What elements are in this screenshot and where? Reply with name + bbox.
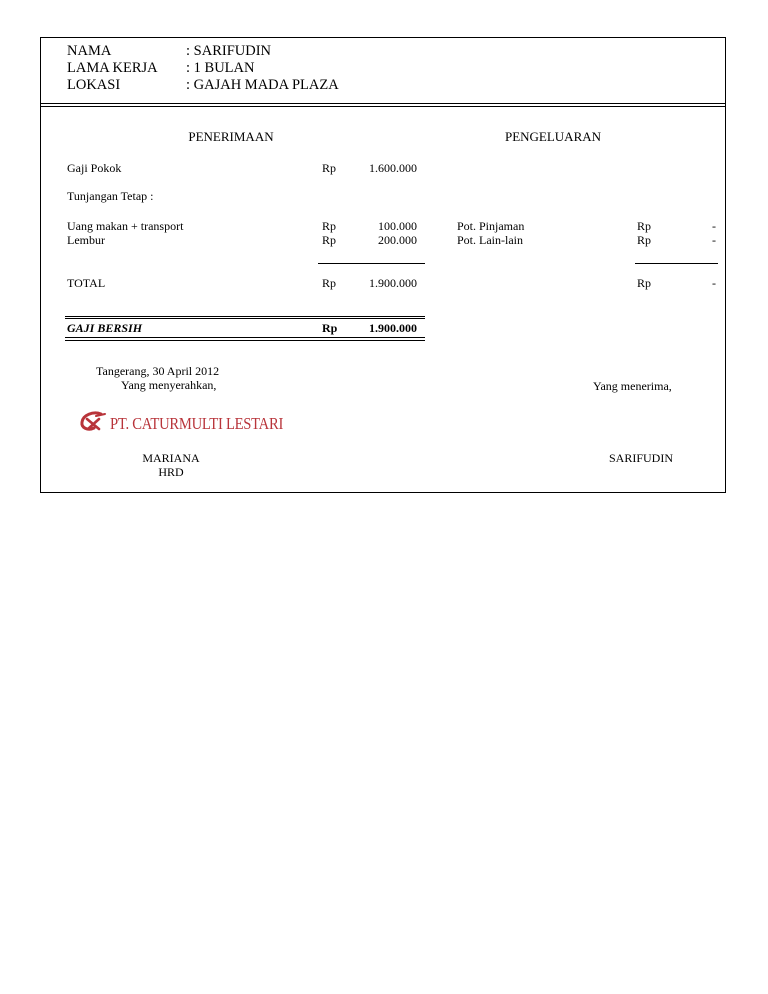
gaji-pokok-currency: Rp <box>322 161 337 175</box>
total-income-value: 1.900.000 <box>369 276 417 290</box>
giver-name: MARIANA <box>142 451 200 465</box>
net-line-bottom-2 <box>65 340 425 341</box>
lembur-currency: Rp <box>322 233 337 247</box>
nama-label: NAMA <box>67 43 112 59</box>
lokasi-label: LOKASI <box>67 77 121 93</box>
lama-kerja-value: : 1 BULAN <box>186 60 255 76</box>
giver-title: HRD <box>158 465 184 479</box>
net-line-top-1 <box>65 316 425 317</box>
company-logo-text: PT. CATURMULTI LESTARI <box>110 414 284 433</box>
tunjangan-label: Tunjangan Tetap : <box>67 189 154 203</box>
net-line-top-2 <box>65 318 425 319</box>
receiver-name: SARIFUDIN <box>608 451 673 465</box>
total-deduction-value: - <box>712 276 716 290</box>
pengeluaran-heading: PENGELUARAN <box>504 129 602 144</box>
lokasi-value: : GAJAH MADA PLAZA <box>186 77 339 93</box>
total-deduction-currency: Rp <box>637 276 652 290</box>
lembur-value: 200.000 <box>378 233 417 247</box>
company-logo-icon <box>79 410 107 439</box>
gaji-bersih-currency: Rp <box>322 321 338 335</box>
gaji-bersih-label: GAJI BERSIH <box>67 321 143 335</box>
header-divider-bottom <box>41 106 725 107</box>
nama-value: : SARIFUDIN <box>186 43 271 59</box>
uang-makan-label: Uang makan + transport <box>67 219 184 233</box>
gaji-pokok-value: 1.600.000 <box>369 161 417 175</box>
gaji-bersih-value: 1.900.000 <box>369 321 417 335</box>
income-subtotal-line <box>318 263 425 264</box>
pot-pinjaman-currency: Rp <box>637 219 652 233</box>
receiver-caption: Yang menerima, <box>593 379 672 393</box>
pot-pinjaman-label: Pot. Pinjaman <box>457 219 525 233</box>
header-divider-top <box>41 103 725 104</box>
gaji-pokok-label: Gaji Pokok <box>67 161 122 175</box>
net-line-bottom-1 <box>65 337 425 338</box>
place-date: Tangerang, 30 April 2012 <box>96 364 220 378</box>
uang-makan-value: 100.000 <box>378 219 417 233</box>
lama-kerja-label: LAMA KERJA <box>67 60 158 76</box>
pot-lain-label: Pot. Lain-lain <box>457 233 523 247</box>
uang-makan-currency: Rp <box>322 219 337 233</box>
pot-lain-currency: Rp <box>637 233 652 247</box>
total-income-currency: Rp <box>322 276 337 290</box>
penerimaan-heading: PENERIMAAN <box>188 129 274 144</box>
payslip <box>40 37 726 493</box>
total-label: TOTAL <box>67 276 106 290</box>
lembur-label: Lembur <box>67 233 105 247</box>
pot-pinjaman-value: - <box>712 219 716 233</box>
giver-caption: Yang menyerahkan, <box>121 378 217 392</box>
company-logo <box>79 412 311 436</box>
deduction-subtotal-line <box>635 263 718 264</box>
pot-lain-value: - <box>712 233 716 247</box>
